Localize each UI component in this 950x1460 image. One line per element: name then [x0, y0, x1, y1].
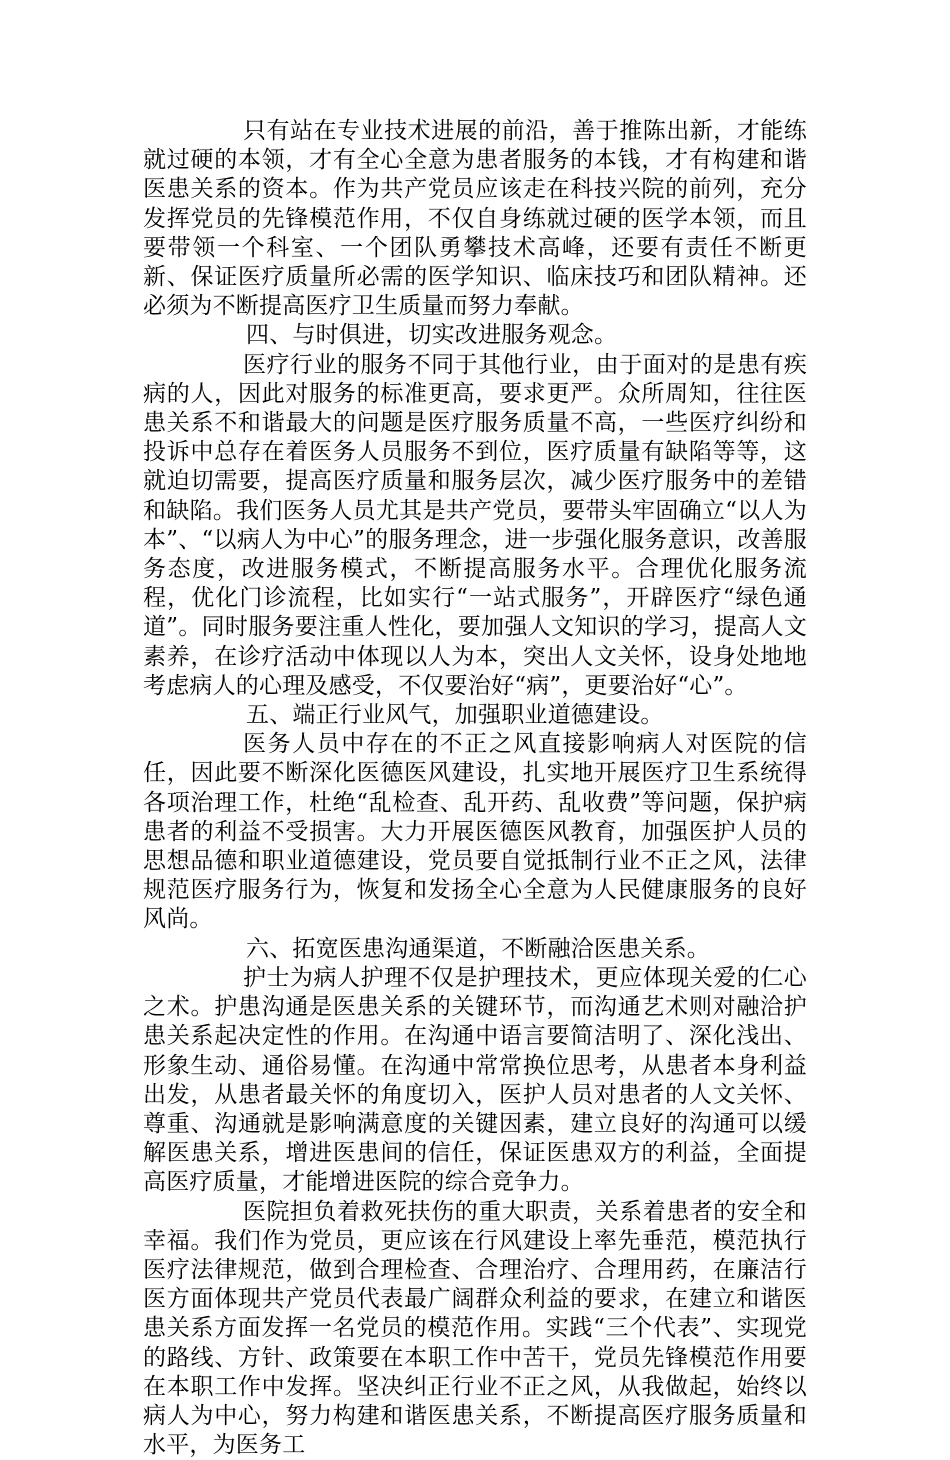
section-heading-four: 四、与时俱进，切实改进服务观念。	[246, 322, 618, 349]
paragraph-communication: 护士为病人护理不仅是护理技术，更应体现关爱的仁心之术。护患沟通是医患关系的关键环节，而沟通艺术则对融洽护患关系起决定性的作用。在沟通中语言要简洁明了、深化浅出、形象生动、通俗易懂。在沟通中常常换位思考，从患者本身利益出发，从患者最关怀的角度切入，医护人员对患者的人文关怀、尊重、沟通就是影响满意度的关键因素，建立良好的沟通可以缓解医患关系，增进医患间的信任，保证医患双方的利益，全面提高医疗质量，才能增进医院的综合竞争力。	[143, 964, 807, 1196]
paragraph-professional-ethics: 医务人员中存在的不正之风直接影响病人对医院的信任，因此要不断深化医德医风建设，扎实地开展医疗卫生系统得各项治理工作，杜绝“乱检查、乱开药、乱收费”等问题，保护病患者的利益不受损害。大力开展医德医风教育，加强医护人员的思想品德和职业道德建设，党员要自觉抵制行业不正之风，法律规范医疗服务行为，恢复和发扬全心全意为人民健康服务的良好风尚。	[143, 731, 807, 933]
paragraph-service-quality: 医疗行业的服务不同于其他行业，由于面对的是患有疾病的人，因此对服务的标准更高，要求更严。众所周知，往往医患关系不和谐最大的问题是医疗服务质量不高，一些医疗纠纷和投诉中总存在着医务人员服务不到位，医疗质量有缺陷等等，这就迫切需要，提高医疗质量和服务层次，减少医疗服务中的差错和缺陷。我们医务人员尤其是共产党员，要带头牢固确立“以人为本”、“以病人为中心”的服务理念，进一步强化服务意识，改善服务态度，改进服务模式，不断提高服务水平。合理优化服务流程，优化门诊流程，比如实行“一站式服务”，开辟医疗“绿色通道”。同时服务要注重人性化，要加强人文知识的学习，提高人文素养，在诊疗活动中体现以人为本，突出人文关怀，设身处地地考虑病人的心理及感受，不仅要治好“病”，更要治好“心”。	[143, 351, 807, 699]
paragraph-hospital-duty: 医院担负着救死扶伤的重大职责，关系着患者的安全和幸福。我们作为党员，更应该在行风建设上率先垂范，模范执行医疗法律规范，做到合理检查、合理治疗、合理用药，在廉洁行医方面体现共产党员代表最广阔群众利益的要求，在建立和谐医患关系方面发挥一名党员的模范作用。实践“三个代表”、实现党的路线、方针、政策要在本职工作中苦干，党员先锋模范作用要在本职工作中发挥。坚决纠正行业不正之风，从我做起，始终以病人为中心，努力构建和谐医患关系，不断提高医疗服务质量和水平，为医务工	[143, 1198, 807, 1459]
paragraph-tech-progress: 只有站在专业技术进展的前沿，善于推陈出新，才能练就过硬的本领，才有全心全意为患者服务的本钱，才有构建和谐医患关系的资本。作为共产党员应该走在科技兴院的前列，充分发挥党员的先锋模范作用，不仅自身练就过硬的医学本领，而且要带领一个科室、一个团队勇攀技术高峰，还要有责任不断更新、保证医疗质量所必需的医学知识、临床技巧和团队精神。还必须为不断提高医疗卫生质量而努力奉献。	[143, 118, 807, 320]
section-heading-six: 六、拓宽医患沟通渠道，不断融洽医患关系。	[246, 935, 710, 962]
document-body	[143, 117, 807, 1460]
section-heading-five: 五、端正行业风气，加强职业道德建设。	[246, 702, 664, 729]
